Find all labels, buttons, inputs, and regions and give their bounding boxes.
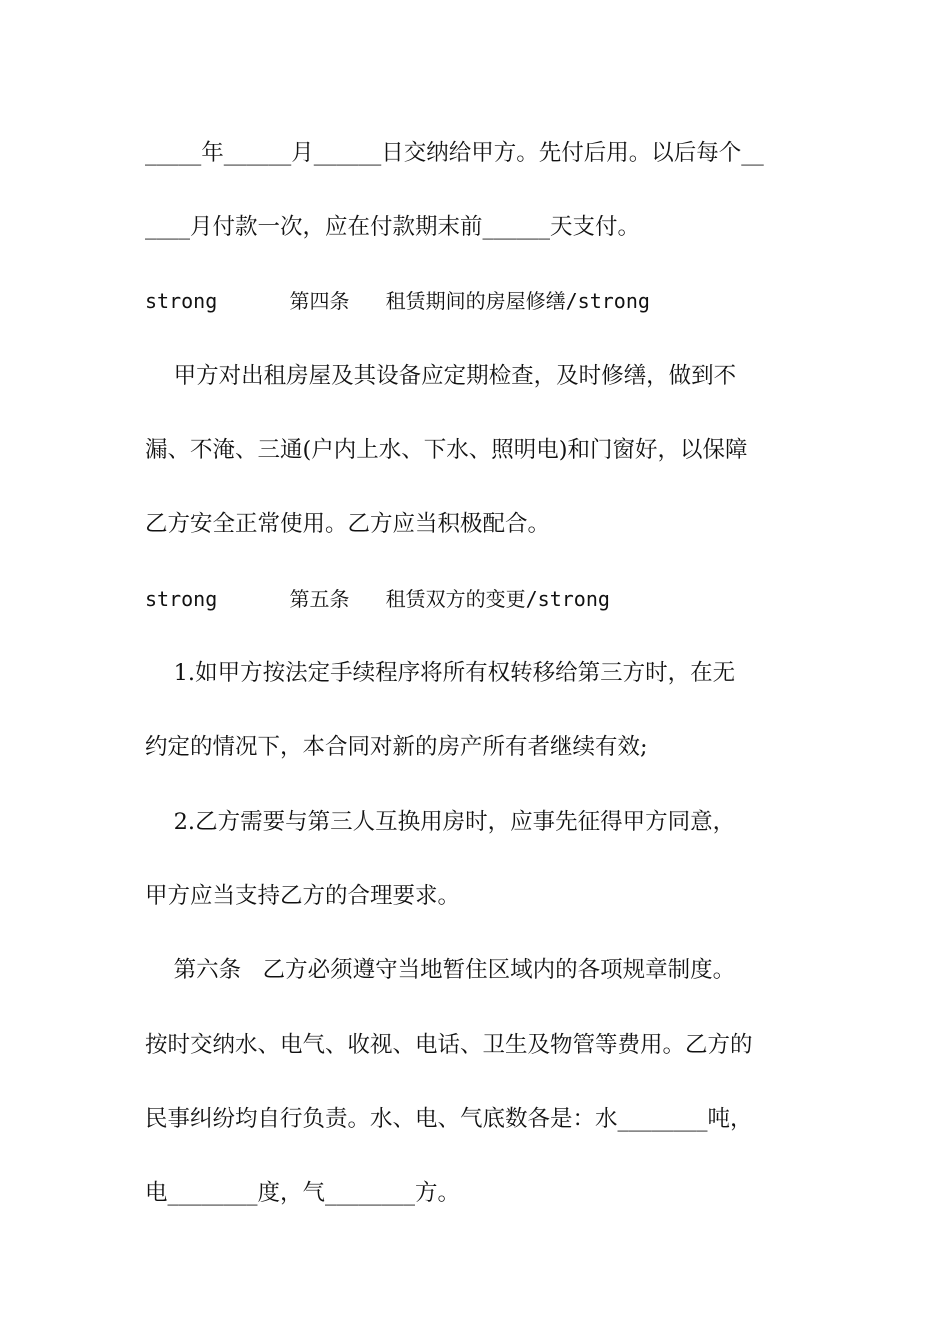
text-line-4: 甲方对出租房屋及其设备应定期检查，及时修缮，做到不 xyxy=(145,363,737,389)
text-line-15: 电________度，气________方。 xyxy=(145,1180,461,1206)
section-heading-article-4: strong 第四条 租赁期间的房屋修缮/strong xyxy=(145,289,650,313)
section-heading-article-5: strong 第五条 租赁双方的变更/strong xyxy=(145,587,610,611)
text-line-8: 1.如甲方按法定手续程序将所有权转移给第三方时，在无 xyxy=(145,660,736,686)
text-line-13: 按时交纳水、电气、收视、电话、卫生及物管等费用。乙方的 xyxy=(145,1032,753,1058)
text-line-11: 甲方应当支持乙方的合理要求。 xyxy=(145,883,461,909)
text-line-10: 2.乙方需要与第三人互换用房时，应事先征得甲方同意， xyxy=(145,809,736,835)
text-line-2: ____月付款一次，应在付款期末前______天支付。 xyxy=(145,214,641,240)
text-line-5: 漏、不淹、三通(户内上水、下水、照明电)和门窗好，以保障 xyxy=(145,437,748,463)
text-line-1: _____年______月______日交纳给甲方。先付后用。以后每个__ xyxy=(145,140,764,166)
text-line-9: 约定的情况下，本合同对新的房产所有者继续有效; xyxy=(145,734,648,760)
text-line-14: 民事纠纷均自行负责。水、电、气底数各是：水________吨， xyxy=(145,1106,753,1132)
text-line-6: 乙方安全正常使用。乙方应当积极配合。 xyxy=(145,511,551,537)
text-line-12: 第六条 乙方必须遵守当地暂住区域内的各项规章制度。 xyxy=(145,957,736,983)
